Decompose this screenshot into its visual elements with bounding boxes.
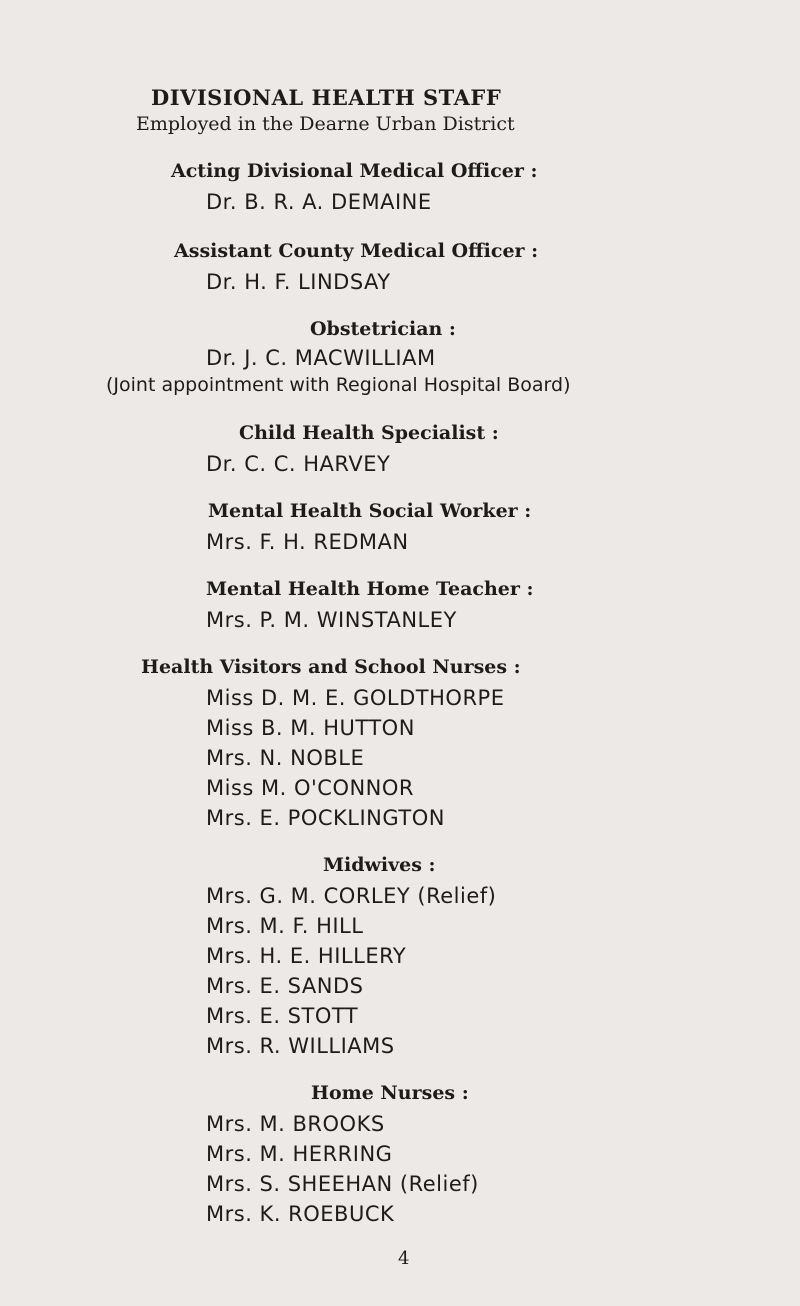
staff-name: Mrs. M. HERRING: [206, 1142, 393, 1166]
staff-name: Dr. H. F. LINDSAY: [206, 270, 391, 294]
section-heading-health-visitors: Health Visitors and School Nurses :: [141, 656, 521, 678]
staff-name: Mrs. N. NOBLE: [206, 746, 365, 770]
staff-name: Mrs. K. ROEBUCK: [206, 1202, 395, 1226]
staff-name: Mrs. M. BROOKS: [206, 1112, 385, 1136]
appointment-note: (Joint appointment with Regional Hospital Board): [106, 374, 571, 396]
section-heading-mh-social-worker: Mental Health Social Worker :: [208, 500, 532, 522]
section-heading-obstetrician: Obstetrician :: [310, 318, 456, 340]
staff-name: Mrs. R. WILLIAMS: [206, 1034, 395, 1058]
page-subtitle: Employed in the Dearne Urban District: [136, 113, 515, 135]
staff-name: Mrs. M. F. HILL: [206, 914, 364, 938]
staff-name: Dr. B. R. A. DEMAINE: [206, 190, 432, 214]
staff-name: Mrs. G. M. CORLEY (Relief): [206, 884, 497, 908]
page-number: 4: [398, 1248, 410, 1269]
staff-name: Miss D. M. E. GOLDTHORPE: [206, 686, 505, 710]
staff-name: Mrs. E. STOTT: [206, 1004, 359, 1028]
staff-name: Miss B. M. HUTTON: [206, 716, 415, 740]
section-heading-child-health: Child Health Specialist :: [239, 422, 499, 444]
staff-name: Dr. C. C. HARVEY: [206, 452, 391, 476]
staff-name: Mrs. F. H. REDMAN: [206, 530, 409, 554]
staff-name: Miss M. O'CONNOR: [206, 776, 415, 800]
staff-name: Mrs. H. E. HILLERY: [206, 944, 407, 968]
page-title: DIVISIONAL HEALTH STAFF: [151, 85, 502, 110]
staff-name: Mrs. E. SANDS: [206, 974, 364, 998]
section-heading-acting-dmo: Acting Divisional Medical Officer :: [171, 160, 538, 182]
staff-name: Mrs. E. POCKLINGTON: [206, 806, 445, 830]
staff-name: Dr. J. C. MACWILLIAM: [206, 346, 436, 370]
section-heading-mh-home-teacher: Mental Health Home Teacher :: [206, 578, 534, 600]
staff-name: Mrs. P. M. WINSTANLEY: [206, 608, 457, 632]
section-heading-assistant-cmo: Assistant County Medical Officer :: [174, 240, 539, 262]
staff-name: Mrs. S. SHEEHAN (Relief): [206, 1172, 479, 1196]
section-heading-home-nurses: Home Nurses :: [311, 1082, 469, 1104]
section-heading-midwives: Midwives :: [323, 854, 436, 876]
